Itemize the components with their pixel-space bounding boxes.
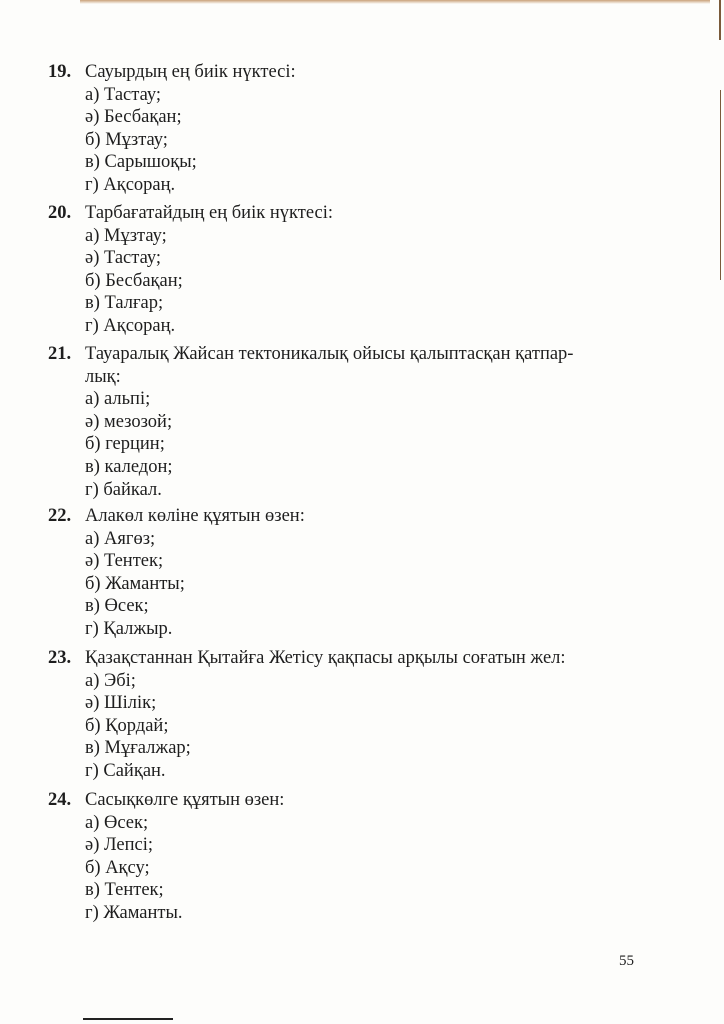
question-22: [48, 505, 668, 641]
question-number: 24.: [48, 790, 72, 810]
answer-option: ә) Тастау;: [85, 248, 161, 269]
question-text: Қазақстаннан Қытайға Жетісу қақпасы арқылы соғатын жел:: [85, 648, 566, 668]
page-right-edge: [719, 0, 721, 40]
question-text-continued: лық:: [85, 366, 121, 387]
page-number: 55: [619, 953, 634, 969]
question-line: [48, 202, 668, 225]
answer-option: в) Өсек;: [85, 596, 149, 617]
answer-option: г) Ақсорaң.: [85, 315, 176, 336]
question-text: Тарбағатайдың ең биік нүктесі:: [85, 203, 333, 223]
answer-option: б) Қордай;: [85, 715, 169, 736]
answer-option: б) Ақсу;: [85, 857, 150, 878]
answer-option: ә) мезозой;: [85, 411, 173, 432]
question-number: 20.: [48, 203, 72, 223]
question-line: [48, 647, 668, 670]
answer-option: г) Жаманты.: [85, 902, 183, 923]
answer-option: в) Тентек;: [85, 880, 164, 901]
question-text: Алакөл көліне құятын өзен:: [85, 506, 305, 526]
question-number: 23.: [48, 648, 72, 668]
question-line: [48, 789, 668, 812]
footer-rule: [83, 1018, 173, 1020]
question-line: [48, 505, 668, 528]
answer-option: а) Тастау;: [85, 84, 161, 105]
question-20: [48, 202, 668, 338]
question-23: [48, 647, 668, 783]
answer-option: б) Бесбақан;: [85, 270, 183, 291]
answer-option: а) Эбі;: [85, 670, 136, 691]
question-number: 21.: [48, 344, 72, 364]
answer-option: б) герцин;: [85, 434, 165, 455]
page-right-edge: [720, 90, 721, 280]
answer-option: в) Сарышоқы;: [85, 152, 197, 173]
question-text: Сауырдың ең биік нүктесі:: [85, 62, 296, 82]
question-21: [48, 343, 668, 501]
question-number: 19.: [48, 62, 72, 82]
answer-option: а) Өсек;: [85, 812, 149, 833]
answer-option: ә) Бесбақан;: [85, 107, 182, 128]
answer-option: г) Қалжыр.: [85, 618, 173, 639]
question-24: [48, 789, 668, 925]
question-line: [48, 343, 668, 366]
answer-option: в) Мұғалжар;: [85, 738, 191, 759]
question-number: 22.: [48, 506, 72, 526]
answer-option: г) Ақсорaң.: [85, 174, 176, 195]
answer-option: а) альпі;: [85, 389, 151, 410]
answer-option: б) Жаманты;: [85, 573, 185, 594]
answer-option: а) Аягөз;: [85, 528, 156, 549]
question-text: Сасықкөлге құятын өзен:: [85, 790, 285, 810]
answer-option: в) Талғар;: [85, 293, 164, 314]
question-19: [48, 61, 668, 197]
answer-option: б) Мұзтау;: [85, 129, 168, 150]
answer-option: ә) Шілік;: [85, 693, 157, 714]
answer-option: ә) Лепсі;: [85, 835, 154, 856]
answer-option: в) каледон;: [85, 456, 173, 477]
question-text: Тауаралық Жайсан тектоникалық ойысы қалыптасқан қатпар-: [85, 344, 574, 364]
page-top-edge: [80, 0, 710, 4]
answer-option: г) байкал.: [85, 479, 162, 500]
question-line: [48, 61, 668, 84]
answer-option: г) Сайқан.: [85, 760, 166, 781]
answer-option: а) Мұзтау;: [85, 225, 167, 246]
answer-option: ә) Тентек;: [85, 551, 164, 572]
